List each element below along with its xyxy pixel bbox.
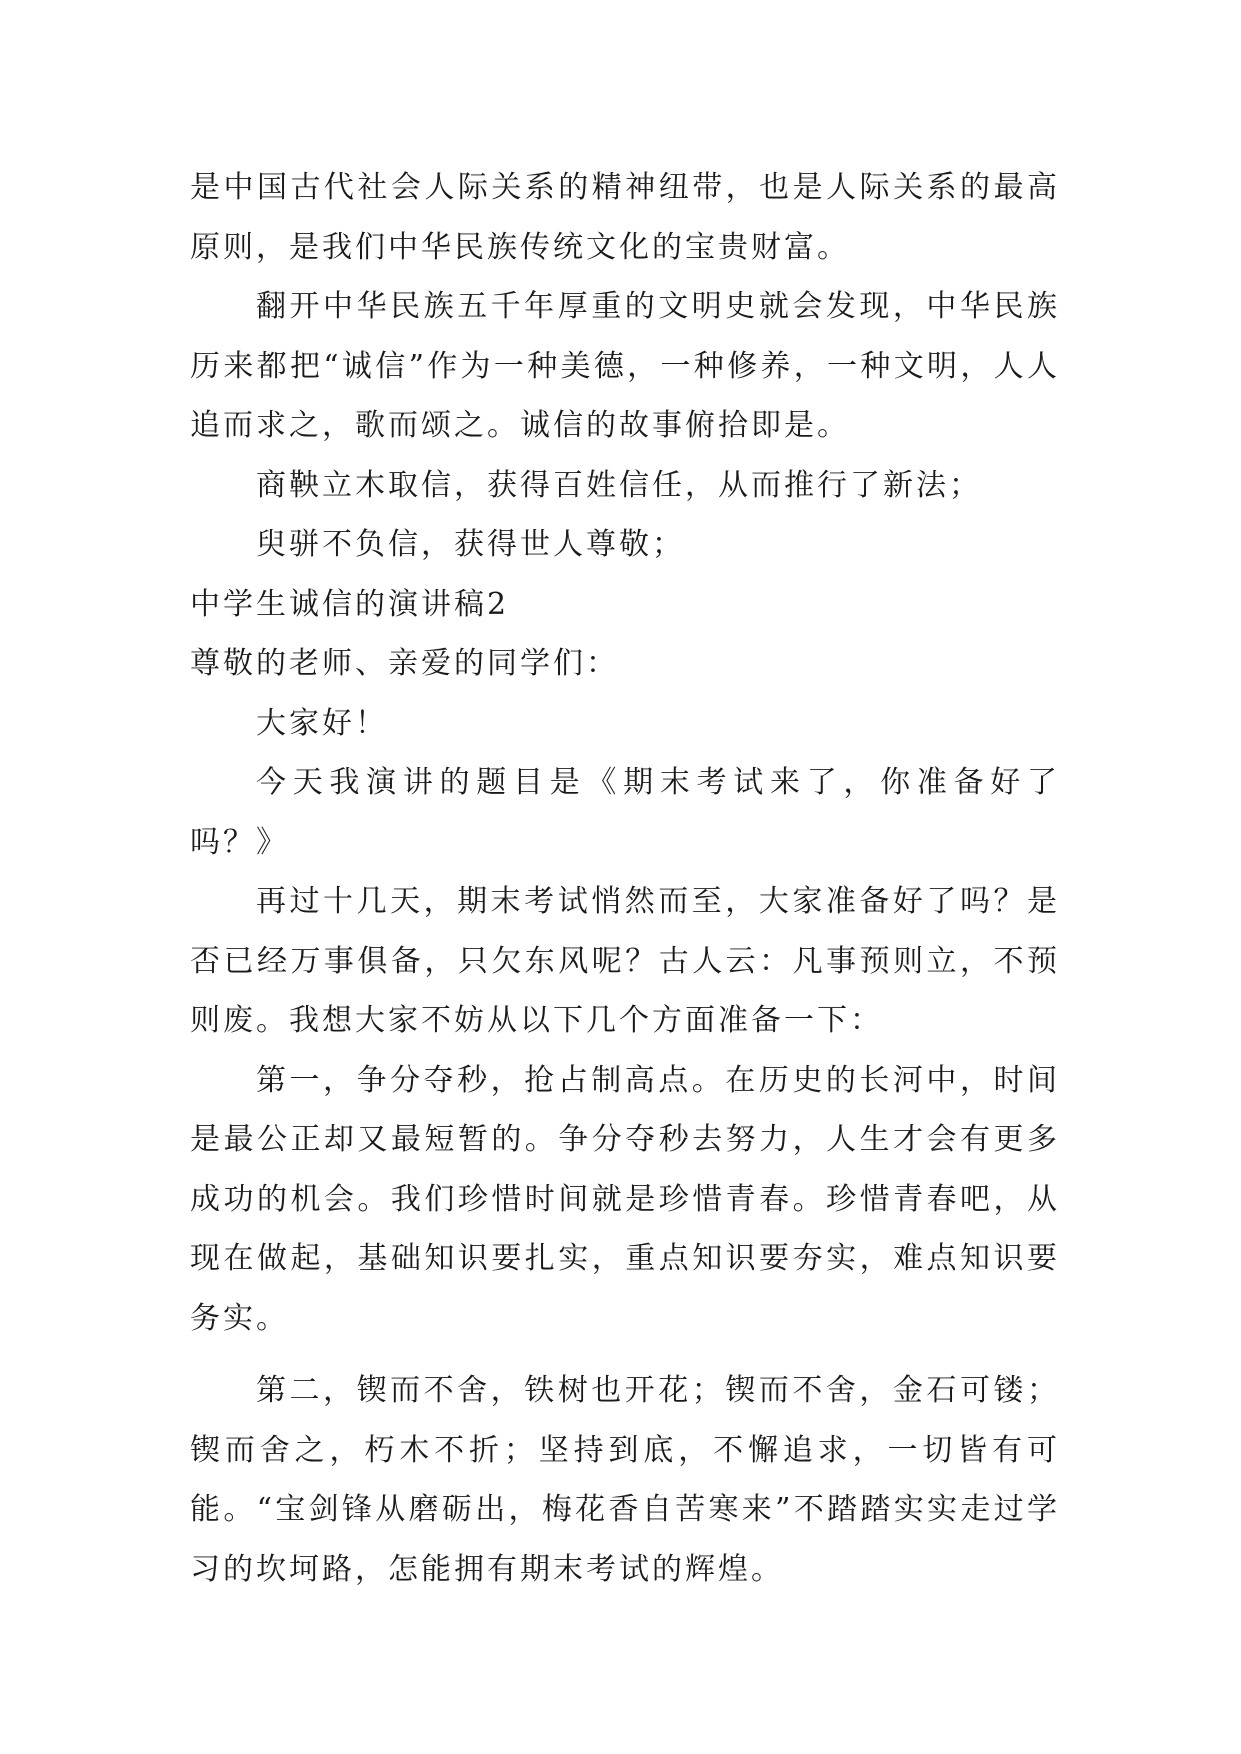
paragraph-topic: 今天我演讲的题目是《期末考试来了，你准备好了吗？》 <box>190 765 1060 860</box>
paragraph-civilization-history: 翻开中华民族五千年厚重的文明史就会发现，中华民族历来都把“诚信”作为一种美德，一种修养，一种文明，人人追而求之，歌而颂之。诚信的故事俯拾即是。 <box>190 289 1060 443</box>
paragraph-point-one: 第一，争分夺秒，抢占制高点。在历史的长河中，时间是最公正却又最短暂的。争分夺秒去努力，人生才会有更多成功的机会。我们珍惜时间就是珍惜青春。珍惜青春吧，从现在做起，基础知识要扎实，重点知识要夯实，难点知识要务实。 <box>190 1062 1060 1336</box>
paragraph-intro-continued: 是中国古代社会人际关系的精神纽带，也是人际关系的最高原则，是我们中华民族传统文化的宝贵财富。 <box>190 170 1060 265</box>
greeting: 大家好！ <box>256 705 388 741</box>
document-page <box>190 158 1060 1599</box>
salutation: 尊敬的老师、亲爱的同学们： <box>190 646 619 681</box>
paragraph-exam-approaching: 再过十几天，期末考试悄然而至，大家准备好了吗？是否已经万事俱备，只欠东风呢？古人云：凡事预则立，不预则废。我想大家不妨从以下几个方面准备一下： <box>190 884 1060 1038</box>
paragraph-shang-yang: 商鞅立木取信，获得百姓信任，从而推行了新法； <box>256 467 982 503</box>
paragraph-point-two: 第二，锲而不舍，铁树也开花；锲而不舍，金石可镂；锲而舍之，朽木不折；坚持到底，不懈追求，一切皆有可能。“宝剑锋从磨砺出，梅花香自苦寒来”不踏踏实实走过学习的坎坷路，怎能拥有期末考试的辉煌。 <box>190 1373 1060 1587</box>
paragraph-yu-pian: 臾骈不负信，获得世人尊敬； <box>256 527 685 562</box>
section-title: 中学生诚信的演讲稿2 <box>190 586 510 622</box>
